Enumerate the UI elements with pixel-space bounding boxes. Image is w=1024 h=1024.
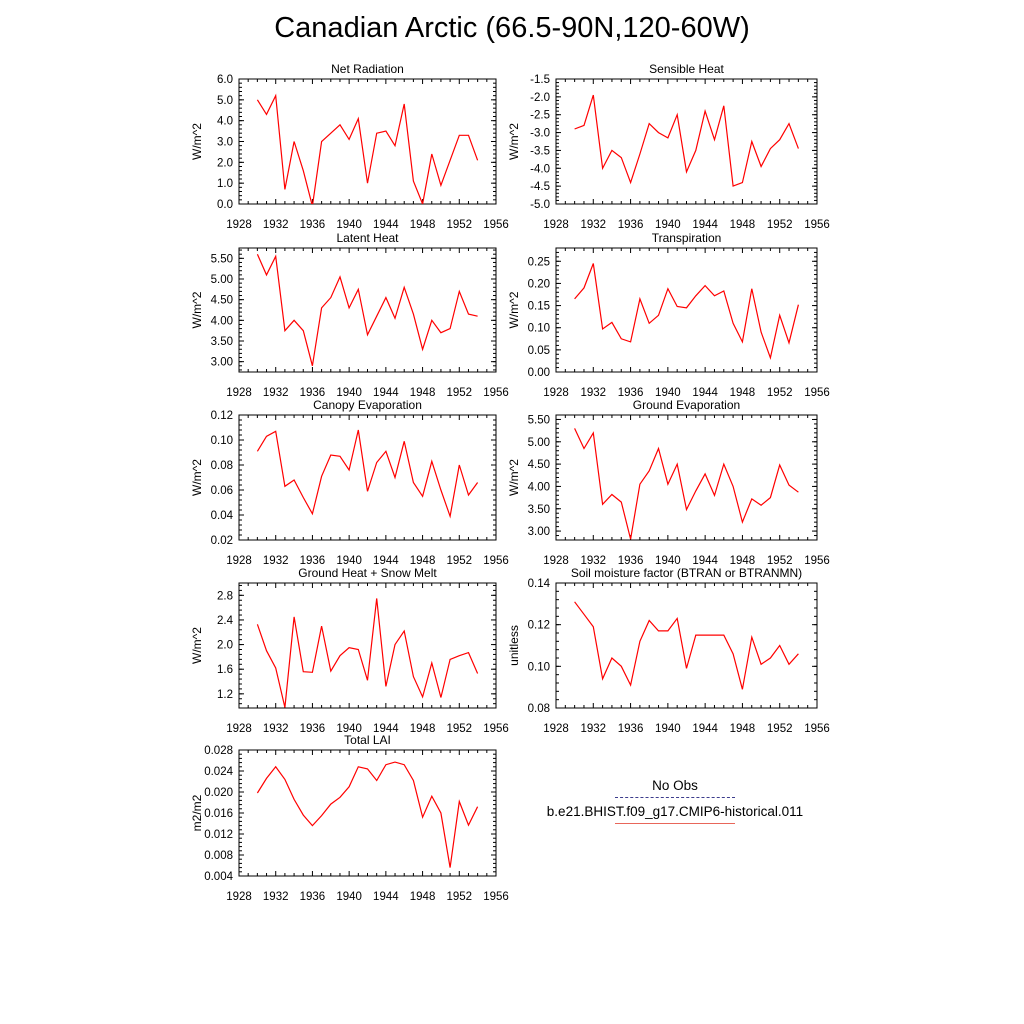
x-tick-label: 1936 — [299, 723, 326, 735]
y-tick-label: 0.00 — [527, 367, 550, 379]
y-tick-label: 5.00 — [210, 274, 233, 286]
x-tick-label: 1928 — [226, 555, 252, 567]
x-tick-label: 1936 — [299, 555, 326, 567]
y-tick-label: 3.00 — [527, 526, 550, 539]
y-axis-label: W/m^2 — [190, 123, 204, 160]
y-tick-label: -3.0 — [530, 127, 550, 140]
x-tick-label: 1948 — [409, 555, 436, 567]
panel-8 — [507, 566, 830, 735]
y-tick-label: 0.06 — [210, 485, 233, 497]
legend-obs-label: No Obs — [652, 778, 698, 793]
panel-title: Transpiration — [651, 231, 722, 245]
y-tick-label: -5.0 — [530, 199, 550, 211]
x-tick-label: 1940 — [336, 387, 362, 399]
panel-title: Net Radiation — [331, 62, 404, 76]
x-tick-label: 1956 — [483, 555, 509, 567]
x-tick-label: 1932 — [262, 219, 289, 231]
y-axis-label: W/m^2 — [190, 459, 204, 496]
y-tick-label: 0.008 — [204, 850, 233, 862]
y-tick-label: 0.15 — [527, 300, 550, 313]
y-tick-label: 5.50 — [527, 414, 550, 427]
x-tick-label: 1944 — [373, 387, 399, 399]
y-tick-label: 4.00 — [210, 315, 233, 328]
y-tick-label: 1.2 — [217, 688, 233, 701]
x-tick-label: 1948 — [409, 891, 436, 903]
x-tick-label: 1928 — [543, 387, 569, 399]
y-tick-label: -2.5 — [530, 109, 550, 122]
x-tick-label: 1932 — [262, 723, 289, 735]
y-tick-label: 0.012 — [204, 829, 233, 841]
series-line — [575, 95, 799, 186]
y-tick-label: 3.50 — [210, 336, 233, 348]
y-axis-label: unitless — [507, 625, 521, 666]
y-axis-label: W/m^2 — [507, 459, 521, 496]
series-line — [257, 430, 477, 516]
x-tick-label: 1948 — [729, 219, 756, 231]
y-tick-label: -3.5 — [530, 145, 550, 158]
y-tick-label: 1.6 — [217, 664, 233, 677]
x-tick-label: 1936 — [299, 387, 326, 399]
x-tick-label: 1948 — [729, 555, 756, 567]
y-tick-label: 6.0 — [217, 74, 233, 86]
y-tick-label: 0.028 — [204, 745, 233, 757]
panel-6 — [507, 398, 830, 567]
y-tick-label: 0.10 — [527, 322, 550, 335]
x-tick-label: 1944 — [692, 723, 718, 735]
y-tick-label: 0.08 — [527, 703, 550, 715]
x-tick-label: 1928 — [226, 219, 252, 231]
x-tick-label: 1948 — [409, 219, 436, 231]
y-tick-label: 3.00 — [210, 356, 233, 369]
y-tick-label: 2.4 — [217, 614, 233, 627]
panel-title: Latent Heat — [336, 231, 399, 245]
y-tick-label: 0.0 — [217, 199, 233, 211]
x-tick-label: 1928 — [226, 891, 252, 903]
page-title: Canadian Arctic (66.5-90N,120-60W) — [274, 12, 750, 44]
x-tick-label: 1940 — [336, 219, 362, 231]
x-tick-label: 1952 — [446, 891, 473, 903]
x-tick-label: 1952 — [446, 555, 473, 567]
x-tick-label: 1936 — [617, 555, 644, 567]
x-tick-label: 1952 — [766, 723, 793, 735]
y-tick-label: 0.12 — [210, 410, 233, 422]
y-axis-label: W/m^2 — [507, 291, 521, 329]
y-tick-label: 0.12 — [527, 619, 550, 632]
y-axis-label: W/m^2 — [507, 123, 521, 160]
y-tick-label: 4.00 — [527, 481, 550, 494]
y-tick-label: 0.016 — [204, 808, 233, 820]
panel-title: Ground Heat + Snow Melt — [298, 566, 437, 580]
x-tick-label: 1940 — [336, 555, 362, 567]
y-tick-label: 4.50 — [210, 294, 233, 307]
x-tick-label: 1944 — [373, 555, 399, 567]
series-line — [257, 254, 477, 366]
x-tick-label: 1932 — [262, 891, 289, 903]
y-tick-label: 0.25 — [527, 256, 550, 269]
panel-title: Total LAI — [344, 733, 391, 747]
series-line — [575, 264, 799, 358]
y-tick-label: -4.5 — [530, 181, 550, 194]
plot-frame — [556, 583, 817, 708]
x-tick-label: 1948 — [409, 387, 436, 399]
x-tick-label: 1940 — [336, 891, 362, 903]
x-tick-label: 1944 — [692, 219, 718, 231]
legend-obs-swatch — [615, 797, 735, 798]
panel-3 — [190, 231, 509, 399]
x-tick-label: 1952 — [766, 555, 793, 567]
panel-9 — [190, 733, 509, 903]
x-tick-label: 1940 — [655, 555, 681, 567]
y-tick-label: 0.10 — [527, 661, 550, 674]
x-tick-label: 1952 — [446, 387, 473, 399]
x-tick-label: 1932 — [262, 555, 289, 567]
panel-7 — [190, 566, 509, 735]
x-tick-label: 1952 — [446, 219, 473, 231]
y-tick-label: -4.0 — [530, 163, 550, 176]
panel-2 — [507, 62, 830, 231]
x-tick-label: 1956 — [483, 891, 509, 903]
x-tick-label: 1932 — [262, 387, 289, 399]
x-tick-label: 1952 — [766, 219, 793, 231]
x-tick-label: 1948 — [729, 723, 756, 735]
y-tick-label: 4.50 — [527, 459, 550, 472]
y-axis-label: W/m^2 — [190, 627, 204, 664]
y-tick-label: 4.0 — [217, 115, 233, 128]
y-tick-label: -1.5 — [530, 74, 550, 86]
series-line — [257, 762, 477, 868]
y-tick-label: 5.0 — [217, 94, 233, 107]
x-tick-label: 1936 — [617, 387, 644, 399]
panel-1 — [190, 62, 509, 231]
y-tick-label: -2.0 — [530, 91, 550, 104]
x-tick-label: 1936 — [617, 723, 644, 735]
series-line — [575, 602, 799, 690]
x-tick-label: 1936 — [299, 219, 326, 231]
x-tick-label: 1956 — [804, 555, 830, 567]
x-tick-label: 1944 — [373, 219, 399, 231]
y-tick-label: 3.0 — [217, 136, 233, 149]
panel-title: Canopy Evaporation — [313, 398, 422, 412]
panel-4 — [507, 231, 830, 399]
y-tick-label: 0.10 — [210, 435, 233, 447]
y-tick-label: 2.0 — [217, 639, 233, 652]
y-tick-label: 0.004 — [204, 871, 233, 883]
y-tick-label: 0.02 — [210, 535, 233, 547]
y-axis-label: W/m^2 — [190, 291, 204, 329]
x-tick-label: 1944 — [373, 891, 399, 903]
panel-title: Soil moisture factor (BTRAN or BTRANMN) — [570, 566, 803, 580]
y-tick-label: 2.8 — [217, 590, 233, 603]
x-tick-label: 1940 — [655, 219, 681, 231]
x-tick-label: 1944 — [373, 723, 399, 735]
y-tick-label: 5.00 — [527, 436, 550, 449]
x-tick-label: 1944 — [692, 387, 718, 399]
x-tick-label: 1956 — [483, 723, 509, 735]
series-line — [257, 598, 477, 707]
x-tick-label: 1944 — [692, 555, 718, 567]
plot-frame — [239, 583, 496, 708]
x-tick-label: 1936 — [299, 891, 326, 903]
legend-model-swatch — [615, 823, 735, 824]
x-tick-label: 1956 — [483, 219, 509, 231]
legend — [530, 778, 820, 824]
y-tick-label: 0.05 — [527, 344, 550, 357]
panel-5 — [190, 398, 509, 567]
plot-frame — [556, 248, 817, 372]
y-tick-label: 0.20 — [527, 278, 550, 291]
y-tick-label: 0.04 — [210, 510, 233, 522]
plot-frame — [556, 415, 817, 540]
x-tick-label: 1932 — [580, 219, 607, 231]
x-tick-label: 1940 — [655, 723, 681, 735]
x-tick-label: 1936 — [617, 219, 644, 231]
y-tick-label: 5.50 — [210, 253, 233, 266]
x-tick-label: 1956 — [804, 219, 830, 231]
x-tick-label: 1940 — [336, 723, 362, 735]
y-tick-label: 0.020 — [204, 787, 233, 799]
x-tick-label: 1948 — [729, 387, 756, 399]
x-tick-label: 1952 — [446, 723, 473, 735]
panel-title: Ground Evaporation — [632, 398, 741, 412]
x-tick-label: 1948 — [409, 723, 436, 735]
x-tick-label: 1932 — [580, 723, 607, 735]
series-line — [575, 428, 799, 539]
x-tick-label: 1928 — [543, 723, 569, 735]
x-tick-label: 1956 — [804, 723, 830, 735]
y-tick-label: 0.08 — [210, 460, 233, 472]
y-tick-label: 1.0 — [217, 178, 233, 191]
x-tick-label: 1956 — [483, 387, 509, 399]
x-tick-label: 1932 — [580, 387, 607, 399]
x-tick-label: 1928 — [543, 219, 569, 231]
panel-title: Sensible Heat — [649, 62, 724, 76]
y-tick-label: 3.50 — [527, 503, 550, 516]
x-tick-label: 1928 — [226, 387, 252, 399]
legend-model-label: b.e21.BHIST.f09_g17.CMIP6-historical.011 — [546, 804, 804, 819]
x-tick-label: 1928 — [543, 555, 569, 567]
series-line — [257, 96, 477, 206]
x-tick-label: 1956 — [804, 387, 830, 399]
y-axis-label: m2/m2 — [190, 794, 204, 832]
x-tick-label: 1940 — [655, 387, 681, 399]
y-tick-label: 2.0 — [217, 157, 233, 170]
x-tick-label: 1932 — [580, 555, 607, 567]
y-tick-label: 0.024 — [204, 766, 233, 778]
y-tick-label: 0.14 — [527, 578, 550, 590]
x-tick-label: 1928 — [226, 723, 252, 735]
x-tick-label: 1952 — [766, 387, 793, 399]
